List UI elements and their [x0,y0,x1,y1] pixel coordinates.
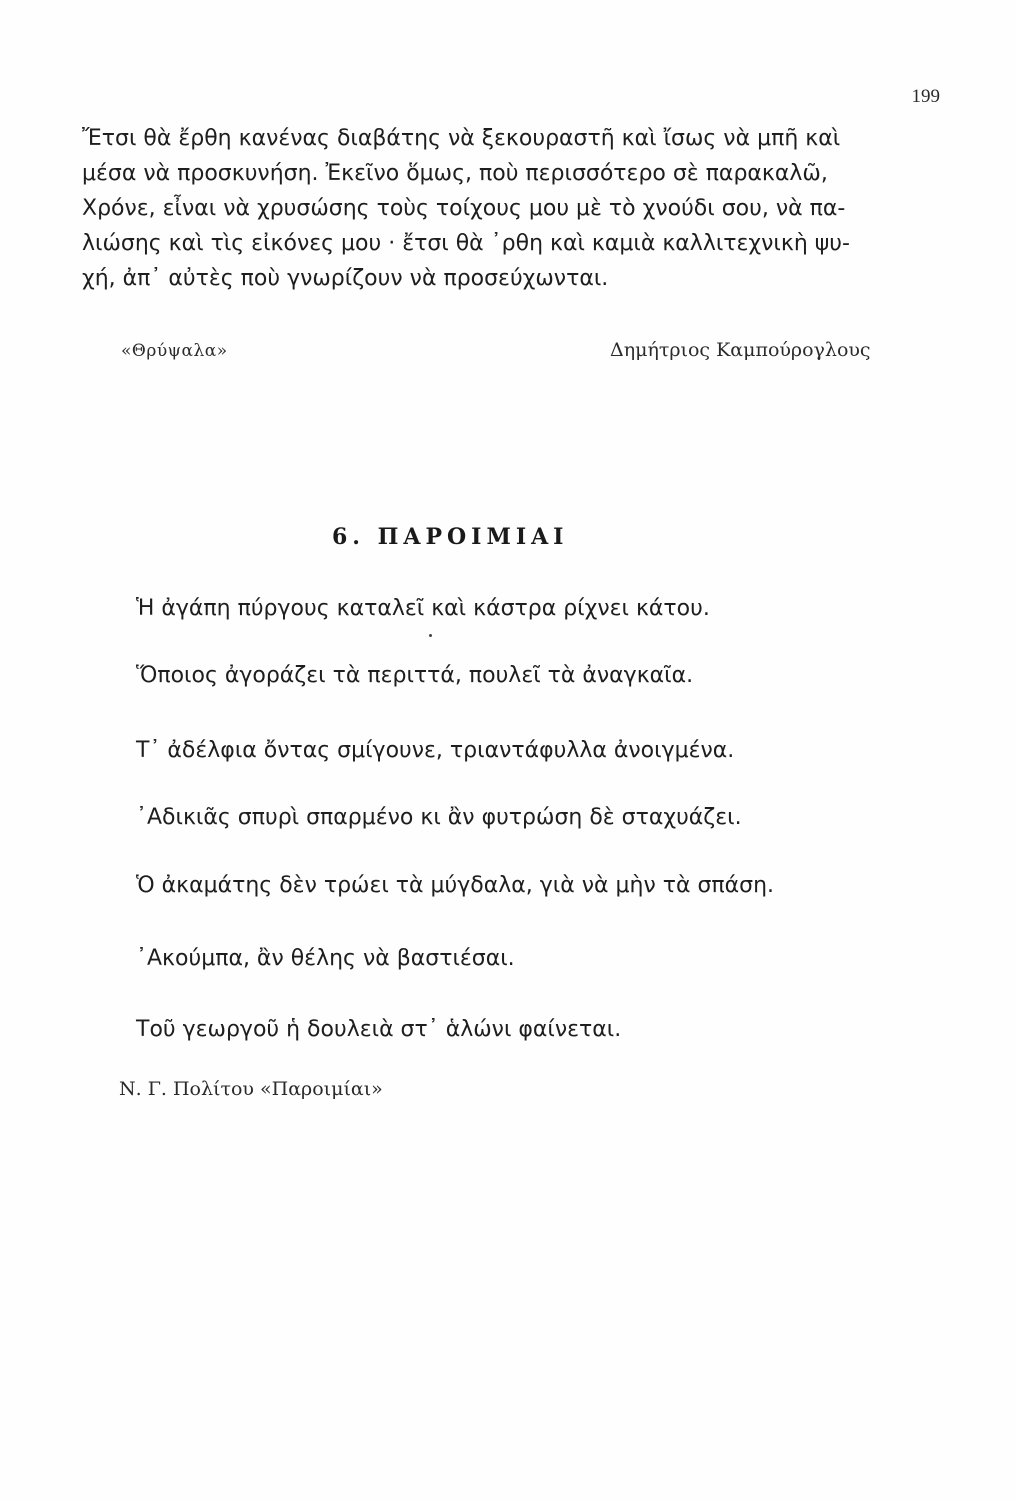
passage-line: μέσα νὰ προσκυνήση. Ἐκεῖνο ὅμως, ποὺ περισσότερο σὲ παρακαλῶ, [82,161,828,186]
proverb-line: ᾽Ακούμπα, ἂν θέλης νὰ βαστιέσαι. [136,946,515,971]
proverb-line: Τ᾽ ἀδέλφια ὄντας σμίγουνε, τριαντάφυλλα ἀνοιγμένα. [136,738,735,763]
passage-line: χή, ἀπ᾽ αὐτὲς ποὺ γνωρίζουν νὰ προσεύχωνται. [82,266,609,291]
proverb-line: Ἡ ἀγάπη πύργους καταλεῖ καὶ κάστρα ρίχνει κάτου. [136,596,710,621]
passage-author: Δημήτριος Καμπούρογλους [610,339,871,361]
print-speck [429,634,432,637]
passage-line: λιώσης καὶ τὶς εἰκόνες μου · ἔτσι θὰ ᾽ρθη καὶ καμιὰ καλλιτεχνικὴ ψυ- [82,231,850,256]
proverb-line: Τοῦ γεωργοῦ ἡ δουλειὰ στ᾽ ἁλώνι φαίνεται. [136,1017,622,1042]
proverbs-citation: Ν. Γ. Πολίτου «Παροιμίαι» [119,1078,383,1100]
proverb-line: ᾽Αδικιᾶς σπυρὶ σπαρμένο κι ἂν φυτρώση δὲ σταχυάζει. [136,805,742,830]
section-heading: 6. ΠΑΡΟΙΜΙΑΙ [332,524,569,550]
passage-source: «Θρύψαλα» [121,341,228,361]
proverb-line: Ὁ ἀκαμάτης δὲν τρώει τὰ μύγδαλα, γιὰ νὰ μὴν τὰ σπάση. [136,873,775,898]
page-number: 199 [911,86,940,107]
prose-passage [82,121,940,296]
passage-line: Ἔτσι θὰ ἔρθη κανένας διαβάτης νὰ ξεκουραστῆ καὶ ἴσως νὰ μπῆ καὶ [82,126,841,151]
passage-line: Χρόνε, εἶναι νὰ χρυσώσης τοὺς τοίχους μου μὲ τὸ χνούδι σου, νὰ πα- [82,196,846,221]
proverb-line: Ὅποιος ἀγοράζει τὰ περιττά, πουλεῖ τὰ ἀναγκαῖα. [136,663,694,688]
